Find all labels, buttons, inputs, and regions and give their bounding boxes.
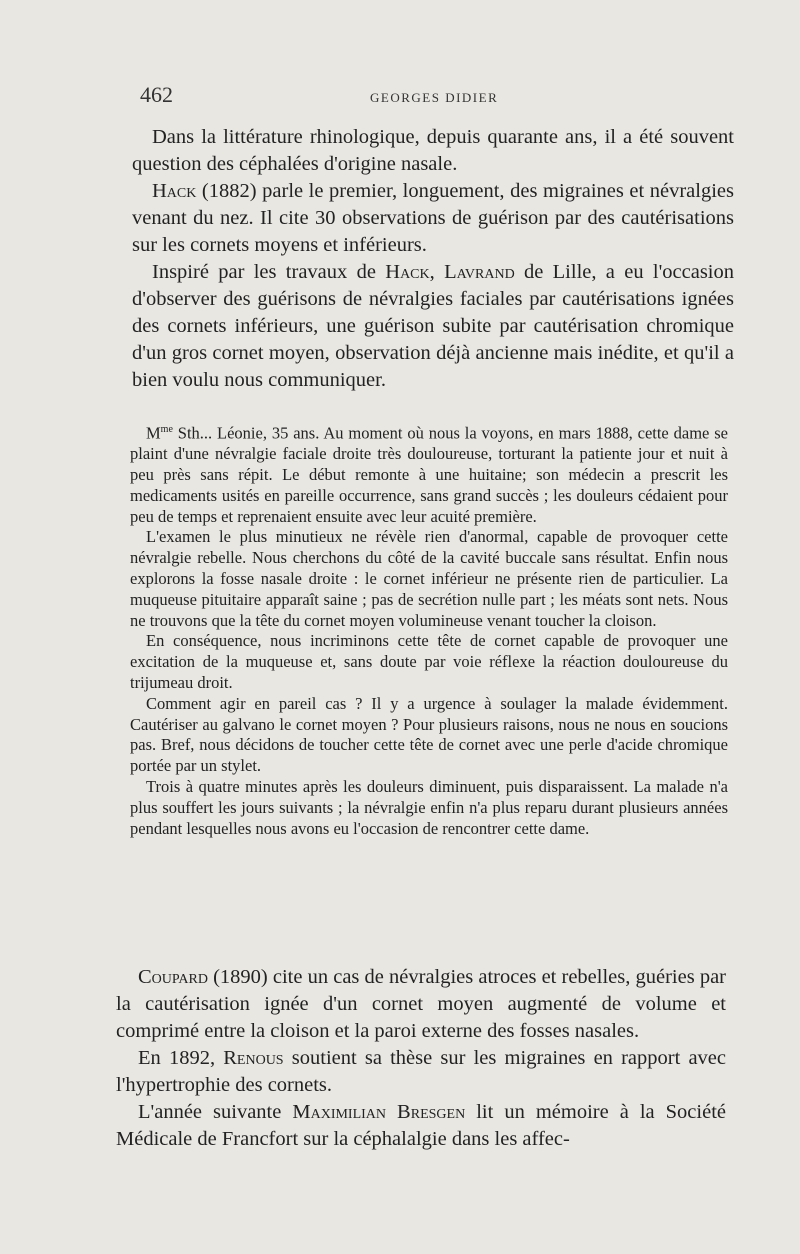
paragraph: Comment agir en pareil cas ? Il y a urgence à soulager la malade évidemment. Cautériser au galvano le cornet moyen ? Pour plusieurs raisons, nous ne nous en soucions pas. Bref, nous décidons de toucher cette tête de cornet avec une perle d'acide chromique portée par un stylet. bbox=[130, 693, 728, 776]
paragraph bbox=[116, 1099, 726, 1153]
paragraph-text: L'année suivante bbox=[138, 1101, 293, 1123]
paragraph-text: lit un mémoire à la Société Médicale de Francfort sur la céphalalgie dans les affec- bbox=[116, 1101, 726, 1150]
paragraph-text: Inspiré par les travaux de bbox=[152, 261, 386, 283]
page-header bbox=[140, 82, 710, 112]
author-name: Hack bbox=[152, 180, 197, 202]
author-name: Hack bbox=[385, 261, 430, 283]
author-name: Renous bbox=[223, 1047, 284, 1069]
paragraph: En conséquence, nous incriminons cette tête de cornet capable de provoquer une excitation de la muqueuse et, sans doute par voie réflexe la réaction douloureuse du trijumeau droit. bbox=[130, 631, 728, 693]
paragraph bbox=[132, 124, 734, 178]
author-name: Coupard bbox=[138, 966, 208, 988]
paragraph bbox=[116, 1045, 726, 1099]
paragraph bbox=[132, 178, 734, 259]
paragraph-text: soutient sa thèse sur les migraines en rapport avec l'hypertrophie des cornets. bbox=[116, 1047, 726, 1096]
author-name: Lavrand bbox=[444, 261, 515, 283]
author-name: Maximilian Bresgen bbox=[292, 1101, 466, 1123]
paragraph-text: (1882) parle le premier, longuement, des migraines et névralgies venant du nez. Il cite 30 observations de guérison par des cautérisations sur les cornets moyens et inférieurs. bbox=[132, 180, 734, 256]
intro-section bbox=[132, 124, 734, 394]
running-head: GEORGES DIDIER bbox=[370, 90, 499, 105]
title-abbr-sup: me bbox=[160, 424, 173, 435]
outro-section bbox=[116, 964, 726, 1153]
paragraph-text: de Lille, a eu l'occasion d'observer des guérisons de névralgies faciales par cautérisations ignées des cornets inférieurs, une guérison subite par cautérisation chromique d'un gros cornet moyen, observation déjà ancienne mais inédite, et qu'il a bien voulu nous communiquer. bbox=[132, 261, 734, 391]
paragraph-text: Sth... Léonie, 35 ans. Au moment où nous la voyons, en mars 1888, cette dame se plaint d'une névralgie faciale droite très douloureuse, torturant la patiente jour et nuit à peu près sans répit. Le début remonte à une huitaine; son médecin a prescrit les medicaments usités en pareille occurrence, sans grand succès ; les douleurs cédaient pour peu de temps et reprenaient ensuite avec leur acuité première. bbox=[130, 423, 728, 526]
observation-section bbox=[130, 420, 728, 839]
paragraph: L'examen le plus minutieux ne révèle rien d'anormal, capable de provoquer cette névralgie rebelle. Nous cherchons du côté de la cavité buccale sans résultat. Enfin nous explorons la fosse nasale droite : le cornet inférieur ne présente rien de particulier. La muqueuse pituitaire apparaît saine ; pas de secrétion nulle part ; les méats sont nets. Nous ne trouvons que la tête du cornet moyen volumineuse venant toucher la cloison. bbox=[130, 527, 728, 630]
paragraph bbox=[132, 259, 734, 394]
paragraph bbox=[130, 420, 728, 527]
paragraph bbox=[116, 964, 726, 1045]
paragraph-text: En 1892, bbox=[138, 1047, 224, 1069]
paragraph-text: (1890) cite un cas de névralgies atroces et rebelles, guéries par la cautérisation ignée d'un cornet moyen augmenté de volume et comprimé entre la cloison et la paroi externe des fosses nasales. bbox=[116, 966, 726, 1042]
separator: , bbox=[429, 261, 445, 283]
page-number: 462 bbox=[140, 82, 173, 107]
paragraph: Trois à quatre minutes après les douleurs diminuent, puis disparaissent. La malade n'a plus souffert les jours suivants ; la névralgie enfin n'a plus reparu durant plusieurs années pendant lesquelles nous avons eu l'occasion de rencontrer cette dame. bbox=[130, 777, 728, 838]
paragraph-text: Dans la littérature rhinologique, depuis quarante ans, il a été souvent question des céphalées d'origine nasale. bbox=[132, 126, 734, 175]
title-abbr: M bbox=[146, 423, 161, 443]
